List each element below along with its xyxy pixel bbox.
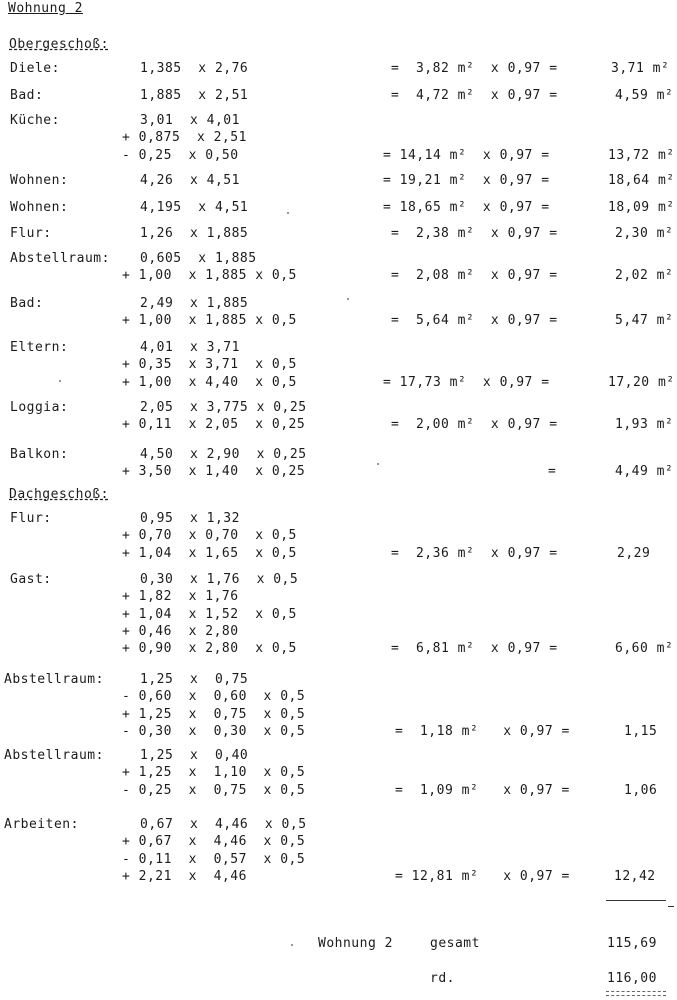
- calc-line: + 0,67 x 4,46 x 0,5: [122, 834, 306, 850]
- room-label: Gast:: [10, 572, 52, 587]
- calc-result: = 3,82 m² x 0,97 =: [391, 61, 558, 76]
- calc-line: + 0,11 x 2,05 x 0,25: [122, 417, 306, 433]
- speck: [291, 944, 293, 946]
- room-label: Diele:: [10, 61, 60, 76]
- calc-line: + 1,00 x 4,40 x 0,5: [122, 374, 297, 390]
- speck: [377, 463, 379, 465]
- calc-result: = 1,09 m² x 0,97 =: [395, 782, 570, 798]
- calc-line: + 0,70 x 0,70 x 0,5: [122, 528, 297, 544]
- calc-line: - 0,25 x 0,75 x 0,5: [122, 782, 306, 798]
- calc-line: + 0,46 x 2,80: [122, 623, 239, 639]
- rounded-label: rd.: [430, 971, 455, 986]
- room-label: Bad:: [10, 88, 44, 103]
- calc-line: 4,01 x 3,71: [140, 340, 240, 355]
- speck: [287, 212, 289, 214]
- calc-result: =: [548, 464, 557, 480]
- calc-final: 5,47 m²: [615, 313, 674, 329]
- calc-line: 0,605 x 1,885: [140, 251, 257, 266]
- calc-result: = 17,73 m² x 0,97 =: [383, 374, 550, 390]
- calc-line: - 0,25 x 0,50: [122, 147, 239, 163]
- calc-result: = 5,64 m² x 0,97 =: [391, 313, 558, 329]
- calc-result: = 2,38 m² x 0,97 =: [391, 226, 558, 241]
- room-label: Eltern:: [10, 340, 69, 355]
- room-label: Flur:: [10, 511, 52, 526]
- calc-line: 2,49 x 1,885: [140, 296, 249, 311]
- calc-line: + 1,00 x 1,885 x 0,5: [122, 313, 297, 329]
- calc-line: + 0,90 x 2,80 x 0,5: [122, 641, 297, 657]
- calc-line: + 0,35 x 3,71 x 0,5: [122, 357, 297, 373]
- calc-final: 18,09 m²: [608, 200, 675, 215]
- calc-line: + 1,25 x 1,10 x 0,5: [122, 765, 306, 781]
- calc-final: 2,02 m²: [615, 268, 674, 284]
- calc-line: - 0,60 x 0,60 x 0,5: [122, 689, 306, 705]
- room-label: Flur:: [10, 226, 52, 241]
- calc-line: 4,26 x 4,51: [140, 173, 240, 188]
- calc-line: 0,30 x 1,76 x 0,5: [140, 572, 299, 587]
- section-heading-dachgeschoss: Dachgeschoß:: [9, 487, 109, 502]
- speck: [59, 380, 61, 382]
- calc-final: 2,30 m²: [615, 226, 674, 241]
- room-label: Küche:: [10, 113, 60, 128]
- calc-line: 0,67 x 4,46 x 0,5: [140, 817, 307, 832]
- calc-final: 1,93 m²: [615, 417, 674, 433]
- calc-line: 4,50 x 2,90 x 0,25: [140, 447, 307, 462]
- calc-line: + 1,25 x 0,75 x 0,5: [122, 706, 306, 722]
- speck: [347, 298, 349, 300]
- calc-line: 0,95 x 1,32: [140, 511, 240, 526]
- room-label: Abstellraum:: [10, 251, 110, 266]
- calc-line: 4,195 x 4,51: [140, 200, 249, 215]
- room-label: Abstellraum:: [4, 672, 104, 687]
- calc-final: 12,42: [614, 868, 656, 884]
- calc-result: = 2,08 m² x 0,97 =: [391, 268, 558, 284]
- calc-final: 1,15: [624, 723, 658, 739]
- calc-line: 1,26 x 1,885: [140, 226, 249, 241]
- total-word: gesamt: [430, 936, 480, 951]
- calc-result: = 1,18 m² x 0,97 =: [395, 723, 570, 739]
- calc-final: 4,49 m²: [615, 464, 674, 480]
- calc-result: = 18,65 m² x 0,97 =: [383, 200, 550, 215]
- total-label: Wohnung 2: [318, 936, 393, 951]
- sum-rule: [606, 900, 666, 901]
- calc-final: 2,29: [617, 545, 651, 561]
- calc-line: - 0,11 x 0,57 x 0,5: [122, 851, 306, 867]
- calc-line: + 1,82 x 1,76: [122, 589, 239, 605]
- document-title: Wohnung 2: [8, 1, 83, 16]
- room-label: Abstellraum:: [4, 748, 104, 763]
- calc-final: 4,59 m²: [615, 88, 674, 103]
- calc-line: + 3,50 x 1,40 x 0,25: [122, 464, 306, 480]
- calc-result: = 6,81 m² x 0,97 =: [391, 641, 558, 657]
- calc-line: + 1,04 x 1,65 x 0,5: [122, 545, 297, 561]
- calc-line: + 0,875 x 2,51: [122, 130, 247, 146]
- calc-line: + 1,00 x 1,885 x 0,5: [122, 268, 297, 284]
- calc-final: 13,72 m²: [608, 147, 675, 163]
- calc-line: 3,01 x 4,01: [140, 113, 240, 128]
- calc-result: = 2,00 m² x 0,97 =: [391, 417, 558, 433]
- room-label: Loggia:: [10, 400, 69, 415]
- double-underline: [606, 991, 666, 996]
- calc-line: + 2,21 x 4,46: [122, 868, 247, 884]
- calc-final: 1,06: [624, 782, 658, 798]
- section-heading-obergeschoss: Obergeschoß:: [9, 37, 109, 52]
- calc-line: 1,25 x 0,75: [140, 672, 249, 687]
- calc-line: 2,05 x 3,775 x 0,25: [140, 400, 307, 415]
- calc-result: = 14,14 m² x 0,97 =: [383, 147, 550, 163]
- room-label: Bad:: [10, 296, 44, 311]
- calc-result: = 4,72 m² x 0,97 =: [391, 88, 558, 103]
- calc-line: 1,385 x 2,76: [140, 61, 249, 76]
- calc-final: 3,71 m²: [611, 61, 670, 76]
- room-label: Arbeiten:: [4, 817, 79, 832]
- room-label: Wohnen:: [10, 200, 69, 215]
- calc-result: = 19,21 m² x 0,97 =: [383, 173, 550, 188]
- calc-line: 1,885 x 2,51: [140, 88, 249, 103]
- total-value: 115,69: [607, 936, 657, 951]
- room-label: Balkon:: [10, 447, 69, 462]
- calc-result: = 2,36 m² x 0,97 =: [391, 545, 558, 561]
- calc-final: 6,60 m²: [615, 641, 674, 657]
- rounded-value: 116,00: [607, 971, 657, 986]
- calc-line: + 1,04 x 1,52 x 0,5: [122, 606, 297, 622]
- calc-result: = 12,81 m² x 0,97 =: [395, 868, 570, 884]
- calc-line: 1,25 x 0,40: [140, 748, 249, 763]
- room-label: Wohnen:: [10, 173, 69, 188]
- sum-rule-tick: [668, 906, 674, 907]
- calc-final: 18,64 m²: [608, 173, 675, 188]
- calc-final: 17,20 m²: [608, 374, 675, 390]
- calc-line: - 0,30 x 0,30 x 0,5: [122, 723, 306, 739]
